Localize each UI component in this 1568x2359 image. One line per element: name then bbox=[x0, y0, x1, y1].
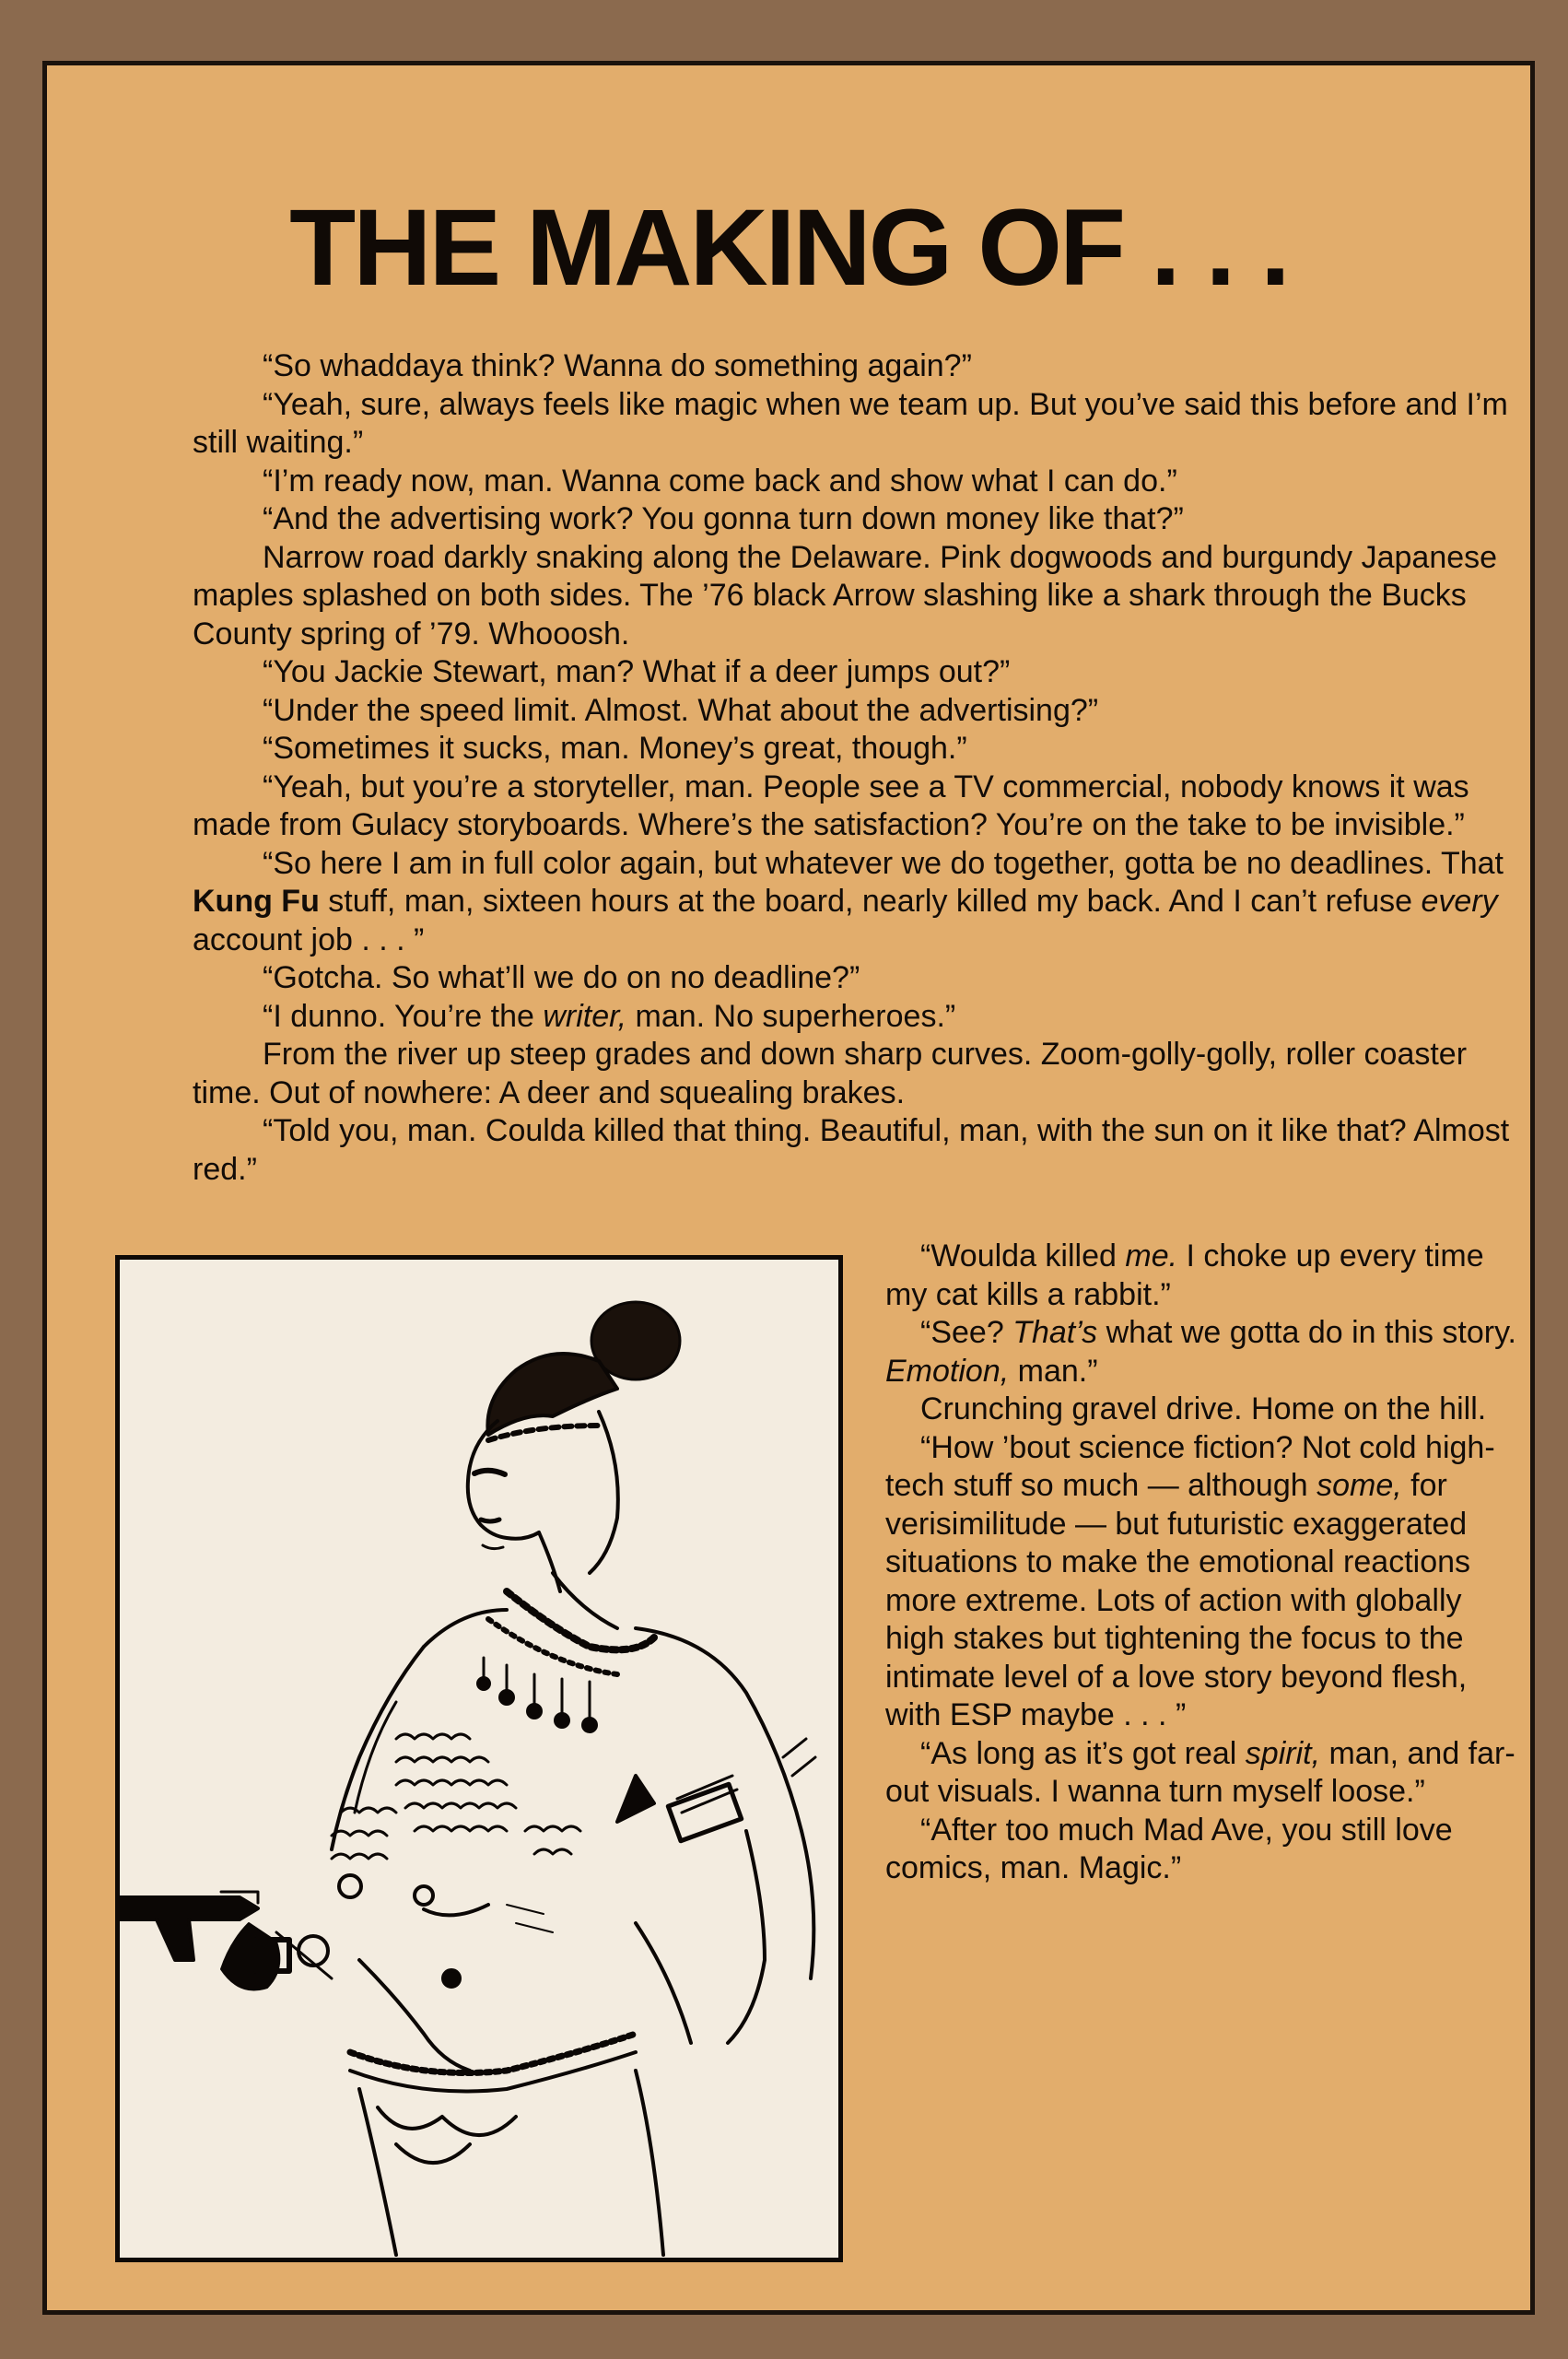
text-run: “How ’bout science fiction? Not cold high-tech stuff so much — although bbox=[885, 1429, 1495, 1503]
page-title: THE MAKING OF . . . bbox=[289, 187, 1288, 309]
paragraph bbox=[193, 730, 1528, 769]
paragraph bbox=[885, 1391, 1521, 1429]
paragraph bbox=[193, 845, 1528, 960]
paragraph bbox=[193, 959, 1528, 998]
paragraph bbox=[193, 769, 1528, 845]
text-run: “See? bbox=[920, 1315, 1013, 1350]
paragraph bbox=[193, 539, 1528, 654]
text-run: what we gotta do in this story. bbox=[1097, 1315, 1516, 1350]
paragraph bbox=[193, 1036, 1528, 1112]
ink-illustration bbox=[115, 1255, 843, 2262]
italic-text: me. bbox=[1125, 1238, 1178, 1273]
paragraph bbox=[193, 463, 1528, 501]
text-run: “Woulda killed bbox=[920, 1238, 1126, 1273]
text-run: “Gotcha. So what’ll we do on no deadline?” bbox=[263, 960, 860, 995]
italic-text: some, bbox=[1316, 1468, 1402, 1503]
paragraph bbox=[193, 998, 1528, 1037]
bold-text: Kung Fu bbox=[193, 884, 320, 919]
paragraph bbox=[193, 500, 1528, 539]
article-page bbox=[42, 61, 1535, 2315]
right-text-column bbox=[885, 1238, 1521, 1888]
paragraph bbox=[193, 653, 1528, 692]
text-run: “As long as it’s got real bbox=[920, 1735, 1246, 1771]
text-run: “After too much Mad Ave, you still love comics, man. Magic.” bbox=[885, 1812, 1453, 1885]
text-run: “So here I am in full color again, but whatever we do together, gotta be no deadlines. That bbox=[263, 845, 1504, 881]
italic-text: Emotion, bbox=[885, 1353, 1010, 1389]
paragraph bbox=[193, 347, 1528, 386]
text-run: “And the advertising work? You gonna turn down money like that?” bbox=[263, 501, 1184, 536]
text-run: account job . . . ” bbox=[193, 921, 425, 957]
text-run: “I dunno. You’re the bbox=[263, 998, 544, 1034]
text-run: “Yeah, but you’re a storyteller, man. People see a TV commercial, nobody knows it was made from Gulacy storyboards. Where’s the satisfaction? You’re on the take to be invisible.” bbox=[193, 769, 1469, 842]
paragraph bbox=[193, 692, 1528, 731]
text-run: From the river up steep grades and down sharp curves. Zoom-golly-golly, roller coaster time. Out of nowhere: A deer and squealing brakes. bbox=[193, 1037, 1468, 1110]
text-run: “Under the speed limit. Almost. What about the advertising?” bbox=[263, 692, 1099, 728]
italic-text: That’s bbox=[1012, 1315, 1098, 1350]
text-run: “You Jackie Stewart, man? What if a deer jumps out?” bbox=[263, 654, 1011, 689]
text-run: Crunching gravel drive. Home on the hill. bbox=[920, 1391, 1487, 1426]
text-run: “Told you, man. Coulda killed that thing. Beautiful, man, with the sun on it like that? Almost red.” bbox=[193, 1113, 1510, 1187]
top-text-column bbox=[193, 347, 1528, 1189]
paragraph bbox=[885, 1238, 1521, 1314]
text-run: man.” bbox=[1009, 1353, 1098, 1389]
paragraph bbox=[885, 1735, 1521, 1812]
italic-text: spirit, bbox=[1245, 1735, 1321, 1771]
paragraph bbox=[193, 1112, 1528, 1189]
italic-text: writer, bbox=[543, 998, 627, 1034]
text-run: for verisimilitude — but futuristic exaggerated situations to make the emotional reactions more extreme. Lots of action with globally high stakes but tightening the focus to the intimate level of a love story beyond flesh, with ESP maybe . . . ” bbox=[885, 1468, 1471, 1732]
text-run: “I’m ready now, man. Wanna come back and show what I can do.” bbox=[263, 463, 1177, 499]
text-run: man, and far-out visuals. I wanna turn myself loose.” bbox=[885, 1735, 1515, 1809]
woman-with-pistol-sketch bbox=[120, 1260, 838, 2258]
paragraph bbox=[193, 386, 1528, 463]
text-run: man. No superheroes.” bbox=[626, 998, 956, 1034]
text-run: Narrow road darkly snaking along the Delaware. Pink dogwoods and burgundy Japanese maples splashed on both sides. The ’76 black Arrow slashing like a shark through the Bucks County spring of ’79. Whooosh. bbox=[193, 539, 1498, 651]
text-run: “So whaddaya think? Wanna do something again?” bbox=[263, 348, 972, 383]
text-run: “Yeah, sure, always feels like magic when we team up. But you’ve said this before and I’m still waiting.” bbox=[193, 386, 1508, 460]
text-run: stuff, man, sixteen hours at the board, nearly killed my back. And I can’t refuse bbox=[319, 884, 1422, 919]
paragraph bbox=[885, 1812, 1521, 1888]
paragraph bbox=[885, 1429, 1521, 1735]
text-run: I choke up every time my cat kills a rabbit.” bbox=[885, 1238, 1484, 1312]
italic-text: every bbox=[1421, 884, 1498, 919]
paragraph bbox=[885, 1314, 1521, 1391]
text-run: “Sometimes it sucks, man. Money’s great, though.” bbox=[263, 731, 967, 766]
